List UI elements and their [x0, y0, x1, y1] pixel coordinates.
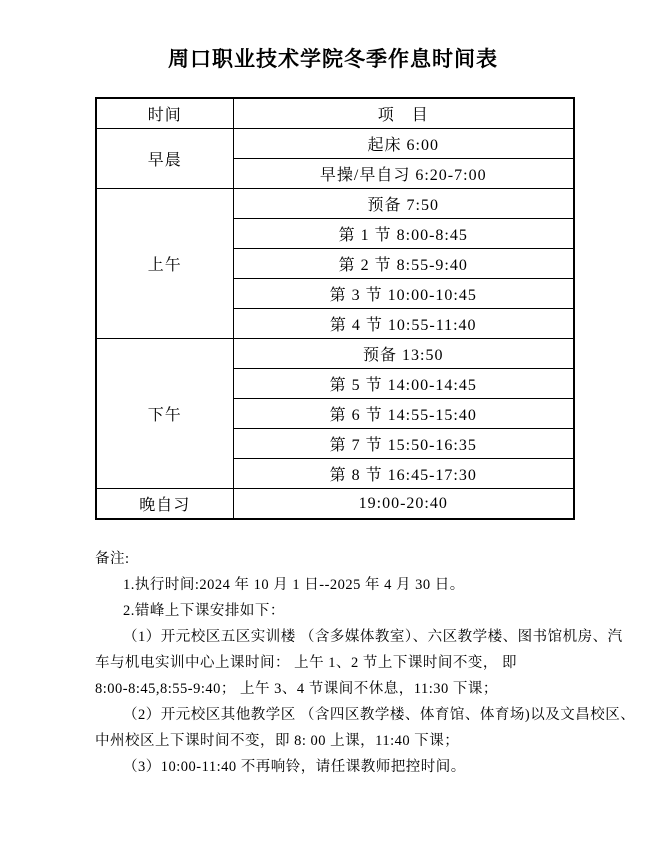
column-header-item: 项 目: [233, 98, 574, 129]
note-line: 2.错峰上下课安排如下：: [123, 603, 285, 619]
table-row: [96, 189, 574, 219]
schedule-item-cell: 第 2 节 8:55-9:40: [233, 249, 574, 279]
schedule-item-cell: 预备 13:50: [233, 339, 574, 369]
schedule-item-cell: 第 7 节 15:50-16:35: [233, 429, 574, 459]
note-line: 车与机电实训中心上课时间： 上午 1、2 节上下课时间不变， 即: [95, 655, 517, 671]
schedule-item-cell: 第 6 节 14:55-15:40: [233, 399, 574, 429]
note-line: （2）开元校区其他教学区 （含四区教学楼、体育馆、体育场)以及文昌校区、: [123, 707, 636, 723]
note-line: 中州校区上下课时间不变，即 8: 00 上课，11:40 下课；: [95, 733, 460, 749]
notes-section: [95, 546, 636, 780]
time-period-cell: 晚自习: [96, 489, 233, 520]
schedule-item-cell: 第 5 节 14:00-14:45: [233, 369, 574, 399]
time-period-cell: 上午: [96, 189, 233, 339]
schedule-table: [95, 97, 575, 520]
page-title: 周口职业技术学院冬季作息时间表: [168, 47, 498, 71]
note-line: 8:00-8:45,8:55-9:40； 上午 3、4 节课间不休息，11:30 下课；: [95, 681, 498, 697]
schedule-item-cell: 19:00-20:40: [233, 489, 574, 520]
time-period-cell: 早晨: [96, 129, 233, 189]
note-line: （1）开元校区五区实训楼 （含多媒体教室）、六区教学楼、图书馆机房、汽: [123, 629, 623, 645]
table-row: [96, 489, 574, 520]
table-row: [96, 129, 574, 159]
time-period-cell: 下午: [96, 339, 233, 489]
schedule-item-cell: 第 3 节 10:00-10:45: [233, 279, 574, 309]
schedule-item-cell: 预备 7:50: [233, 189, 574, 219]
column-header-time: 时间: [96, 98, 233, 129]
schedule-item-cell: 起床 6:00: [233, 129, 574, 159]
schedule-item-cell: 第 4 节 10:55-11:40: [233, 309, 574, 339]
schedule-item-cell: 第 1 节 8:00-8:45: [233, 219, 574, 249]
schedule-item-cell: 第 8 节 16:45-17:30: [233, 459, 574, 489]
table-row: [96, 339, 574, 369]
notes-label: 备注:: [95, 551, 130, 567]
table-header-row: [96, 98, 574, 129]
schedule-item-cell: 早操/早自习 6:20-7:00: [233, 159, 574, 189]
note-line: （3）10:00-11:40 不再响铃，请任课教师把控时间。: [123, 759, 466, 775]
note-line: 1.执行时间:2024 年 10 月 1 日--2025 年 4 月 30 日。: [123, 577, 465, 593]
